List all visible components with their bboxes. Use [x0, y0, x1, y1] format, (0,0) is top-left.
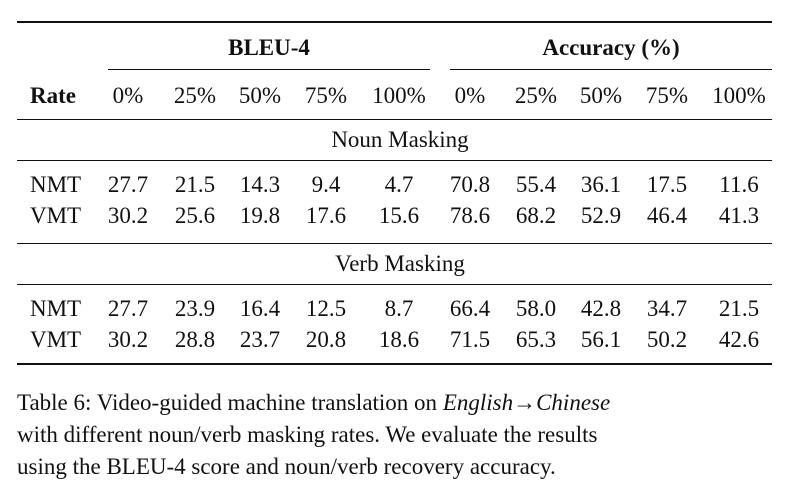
rate-cell: 0%	[454, 83, 486, 108]
section-title-verb-masking: Verb Masking	[335, 251, 465, 276]
table-cell: 36.1	[580, 172, 622, 197]
table-cell: 21.5	[718, 296, 760, 321]
table-cell: 30.2	[107, 327, 149, 352]
top-rule	[17, 21, 772, 23]
table-cell: 25.6	[174, 203, 216, 228]
table-cell: 19.8	[239, 203, 281, 228]
rate-cell: 75%	[304, 83, 348, 108]
header-rule	[17, 119, 772, 120]
rate-cell: 25%	[173, 83, 217, 108]
rate-cell: 100%	[372, 83, 426, 108]
row-label: NMT	[30, 296, 82, 321]
table-cell: 11.6	[719, 172, 759, 197]
table-cell: 56.1	[580, 327, 622, 352]
table-cell: 14.3	[239, 172, 281, 197]
table-cell: 17.5	[646, 172, 688, 197]
accuracy-group-header: Accuracy (%)	[542, 35, 680, 60]
rate-cell: 25%	[514, 83, 558, 108]
rate-cell: 50%	[579, 83, 623, 108]
accuracy-group-rule	[450, 69, 772, 70]
caption-prefix: Table 6: Video-guided machine translation on	[17, 390, 443, 415]
table-cell: 68.2	[515, 203, 557, 228]
rate-header: Rate	[30, 83, 76, 108]
table-cell: 8.7	[384, 296, 414, 321]
rate-cell: 100%	[712, 83, 766, 108]
table-cell: 50.2	[646, 327, 688, 352]
table-cell: 28.8	[174, 327, 216, 352]
bleu-group-rule	[108, 69, 430, 70]
table-caption	[17, 387, 777, 483]
table-cell: 12.5	[305, 296, 347, 321]
table-cell: 30.2	[107, 203, 149, 228]
rate-cell: 75%	[645, 83, 689, 108]
caption-line-1	[17, 387, 777, 419]
table-cell: 66.4	[449, 296, 491, 321]
table-cell: 58.0	[515, 296, 557, 321]
table-cell: 27.7	[107, 172, 149, 197]
table-cell: 18.6	[378, 327, 420, 352]
table-cell: 21.5	[174, 172, 216, 197]
table-cell: 46.4	[646, 203, 688, 228]
table-cell: 78.6	[449, 203, 491, 228]
table-cell: 42.8	[580, 296, 622, 321]
rate-cell: 0%	[112, 83, 144, 108]
row-label: VMT	[30, 327, 82, 352]
bleu-group-header: BLEU-4	[228, 35, 310, 60]
table-cell: 34.7	[646, 296, 688, 321]
table-cell: 9.4	[311, 172, 341, 197]
table-cell: 71.5	[449, 327, 491, 352]
table-cell: 70.8	[449, 172, 491, 197]
verb-section-rule	[17, 284, 772, 285]
table-cell: 65.3	[515, 327, 557, 352]
bottom-rule	[17, 363, 772, 365]
table-cell: 41.3	[718, 203, 760, 228]
table-cell: 27.7	[107, 296, 149, 321]
table-cell: 23.9	[174, 296, 216, 321]
table-cell: 23.7	[239, 327, 281, 352]
noun-block-end-rule	[17, 243, 772, 244]
caption-line-2: with different noun/verb masking rates. We evaluate the results	[17, 422, 598, 447]
table-cell: 42.6	[718, 327, 760, 352]
noun-section-rule	[17, 160, 772, 161]
table-cell: 4.7	[384, 172, 414, 197]
table-cell: 16.4	[239, 296, 281, 321]
section-title-noun-masking: Noun Masking	[331, 127, 469, 152]
table-cell: 55.4	[515, 172, 557, 197]
table-cell: 20.8	[305, 327, 347, 352]
rate-cell: 50%	[238, 83, 282, 108]
table-cell: 17.6	[305, 203, 347, 228]
table-cell: 15.6	[378, 203, 420, 228]
table-cell: 52.9	[580, 203, 622, 228]
caption-line-3: using the BLEU-4 score and noun/verb recovery accuracy.	[17, 454, 556, 479]
row-label: VMT	[30, 203, 82, 228]
row-label: NMT	[30, 172, 82, 197]
caption-language-pair: English→Chinese	[442, 390, 611, 415]
